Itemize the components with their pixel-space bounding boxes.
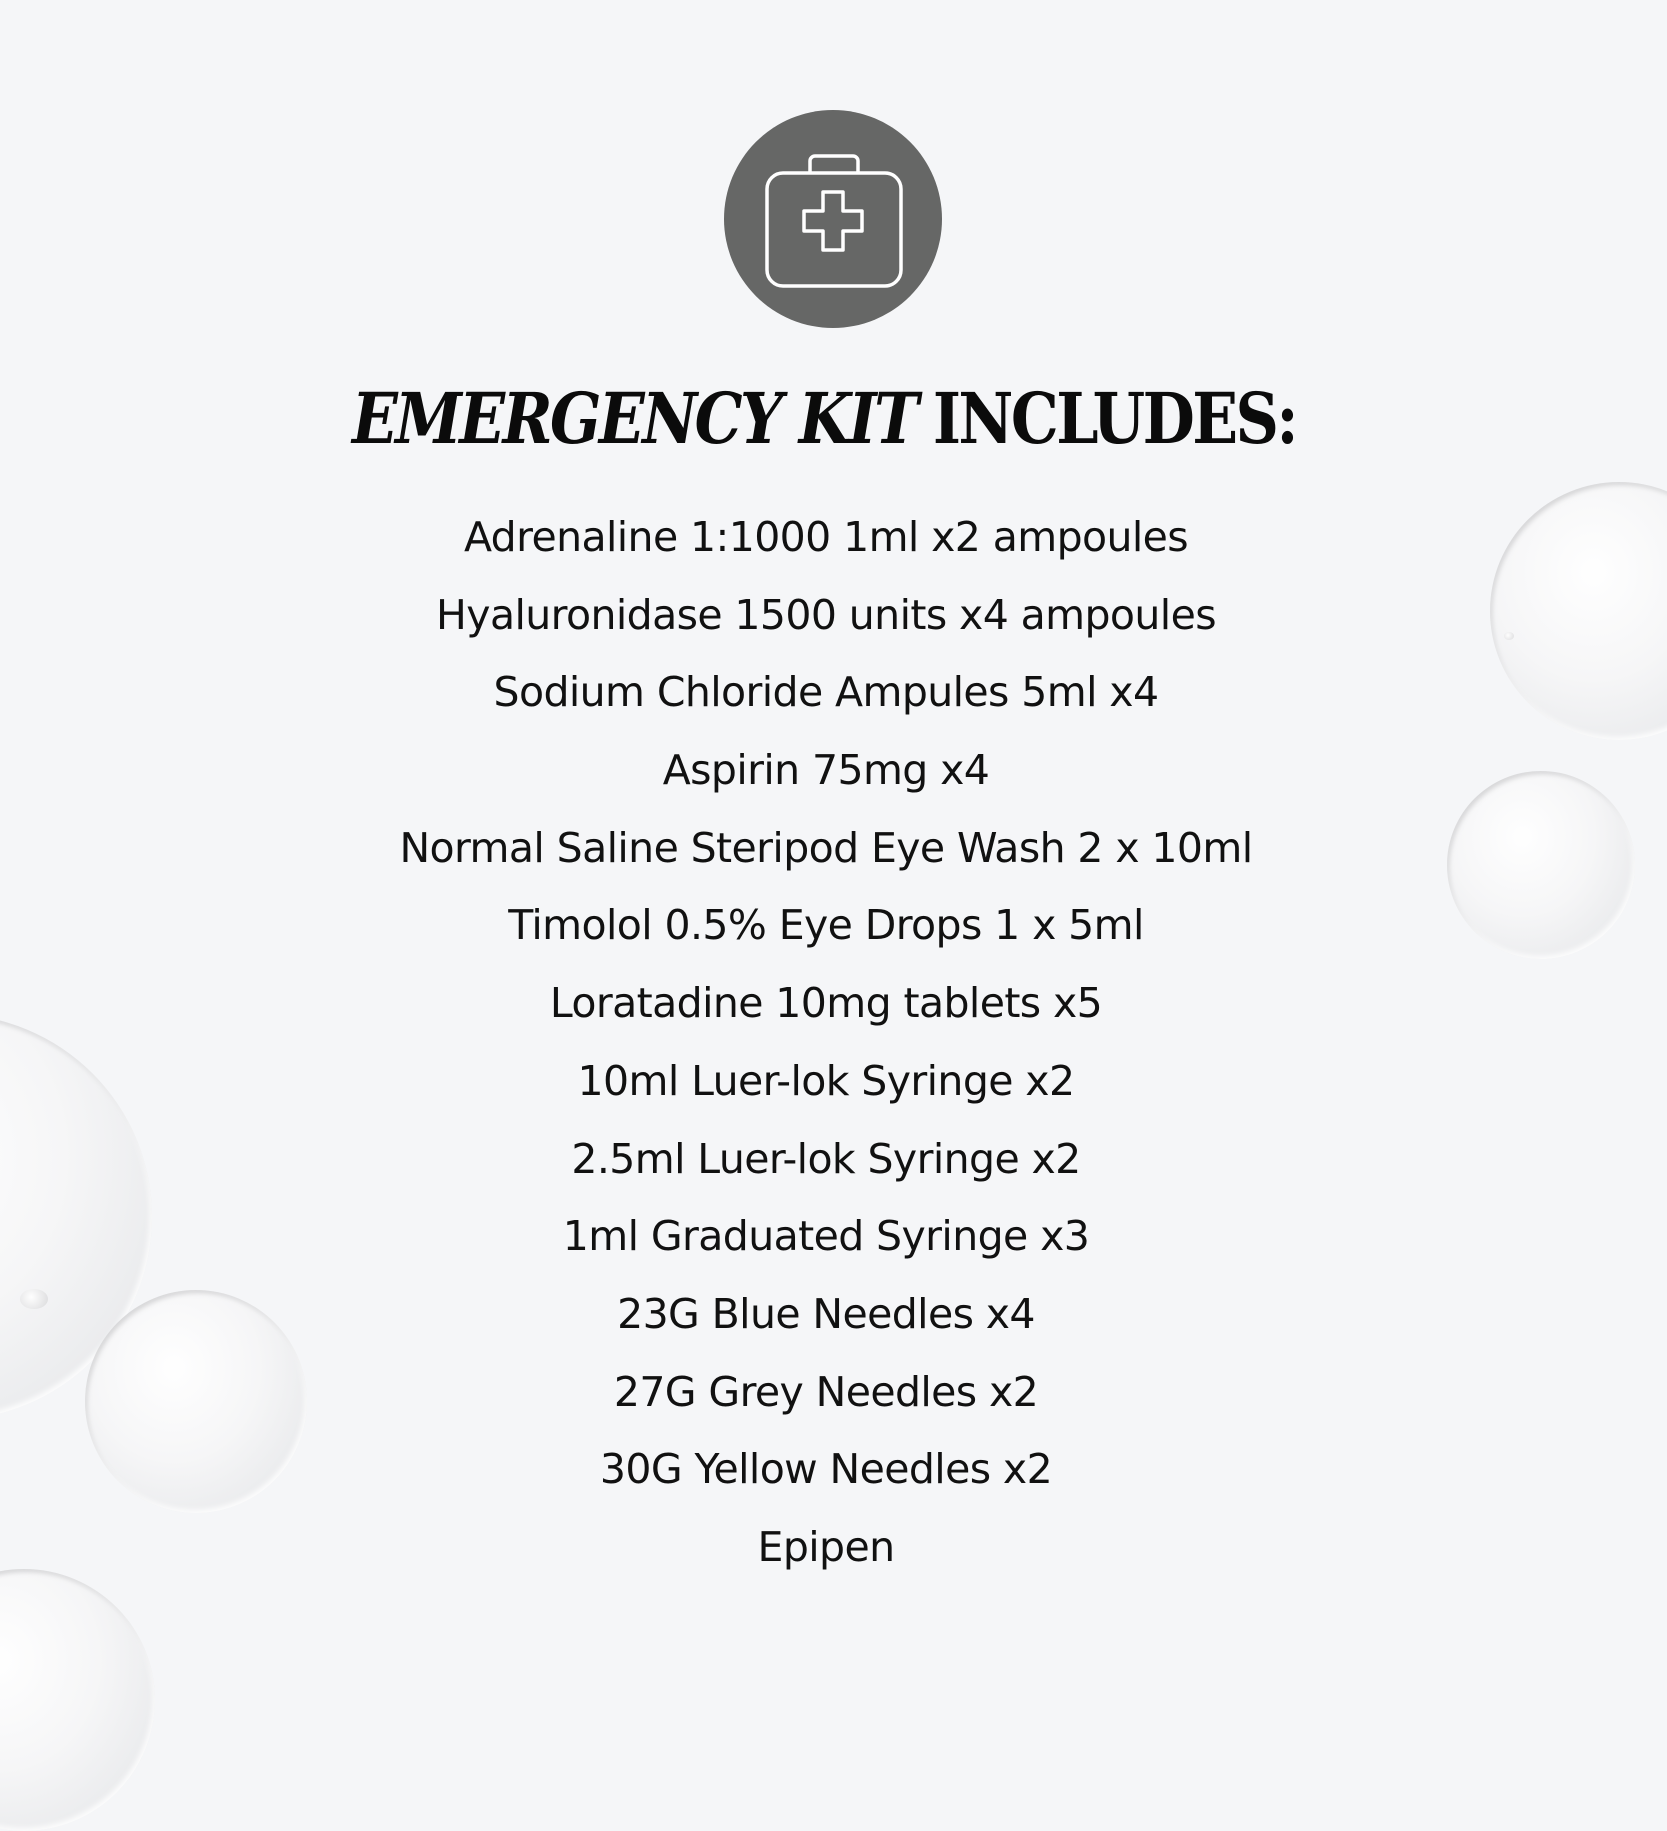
page-title-italic: EMERGENCY KIT [351,377,917,460]
page-title [115,374,1532,464]
list-item: Adrenaline 1:1000 1ml x2 ampoules [463,513,1189,561]
first-aid-kit-icon [724,110,942,328]
kit-contents-list [0,499,1652,1587]
list-item: 27G Grey Needles x2 [613,1367,1039,1416]
decorative-bubble-left-bottom [0,1569,155,1831]
list-item: 10ml Luer-lok Syringe x2 [577,1056,1075,1105]
list-item: Epipen [757,1522,895,1571]
list-item: 23G Blue Needles x4 [617,1289,1035,1338]
list-item: 2.5ml Luer-lok Syringe x2 [571,1134,1081,1183]
list-item: 1ml Graduated Syringe x3 [562,1212,1090,1261]
list-item: Normal Saline Steripod Eye Wash 2 x 10ml [399,823,1253,872]
page-title-upright: INCLUDES: [932,377,1297,460]
list-item: 30G Yellow Needles x2 [599,1445,1053,1494]
first-aid-kit-badge [724,110,942,328]
list-item: Aspirin 75mg x4 [662,746,990,795]
list-item: Loratadine 10mg tablets x5 [549,979,1103,1028]
list-item: Hyaluronidase 1500 units x4 ampoules [436,590,1216,639]
list-item: Sodium Chloride Ampules 5ml x4 [493,668,1159,717]
list-item: Timolol 0.5% Eye Drops 1 x 5ml [508,901,1144,950]
